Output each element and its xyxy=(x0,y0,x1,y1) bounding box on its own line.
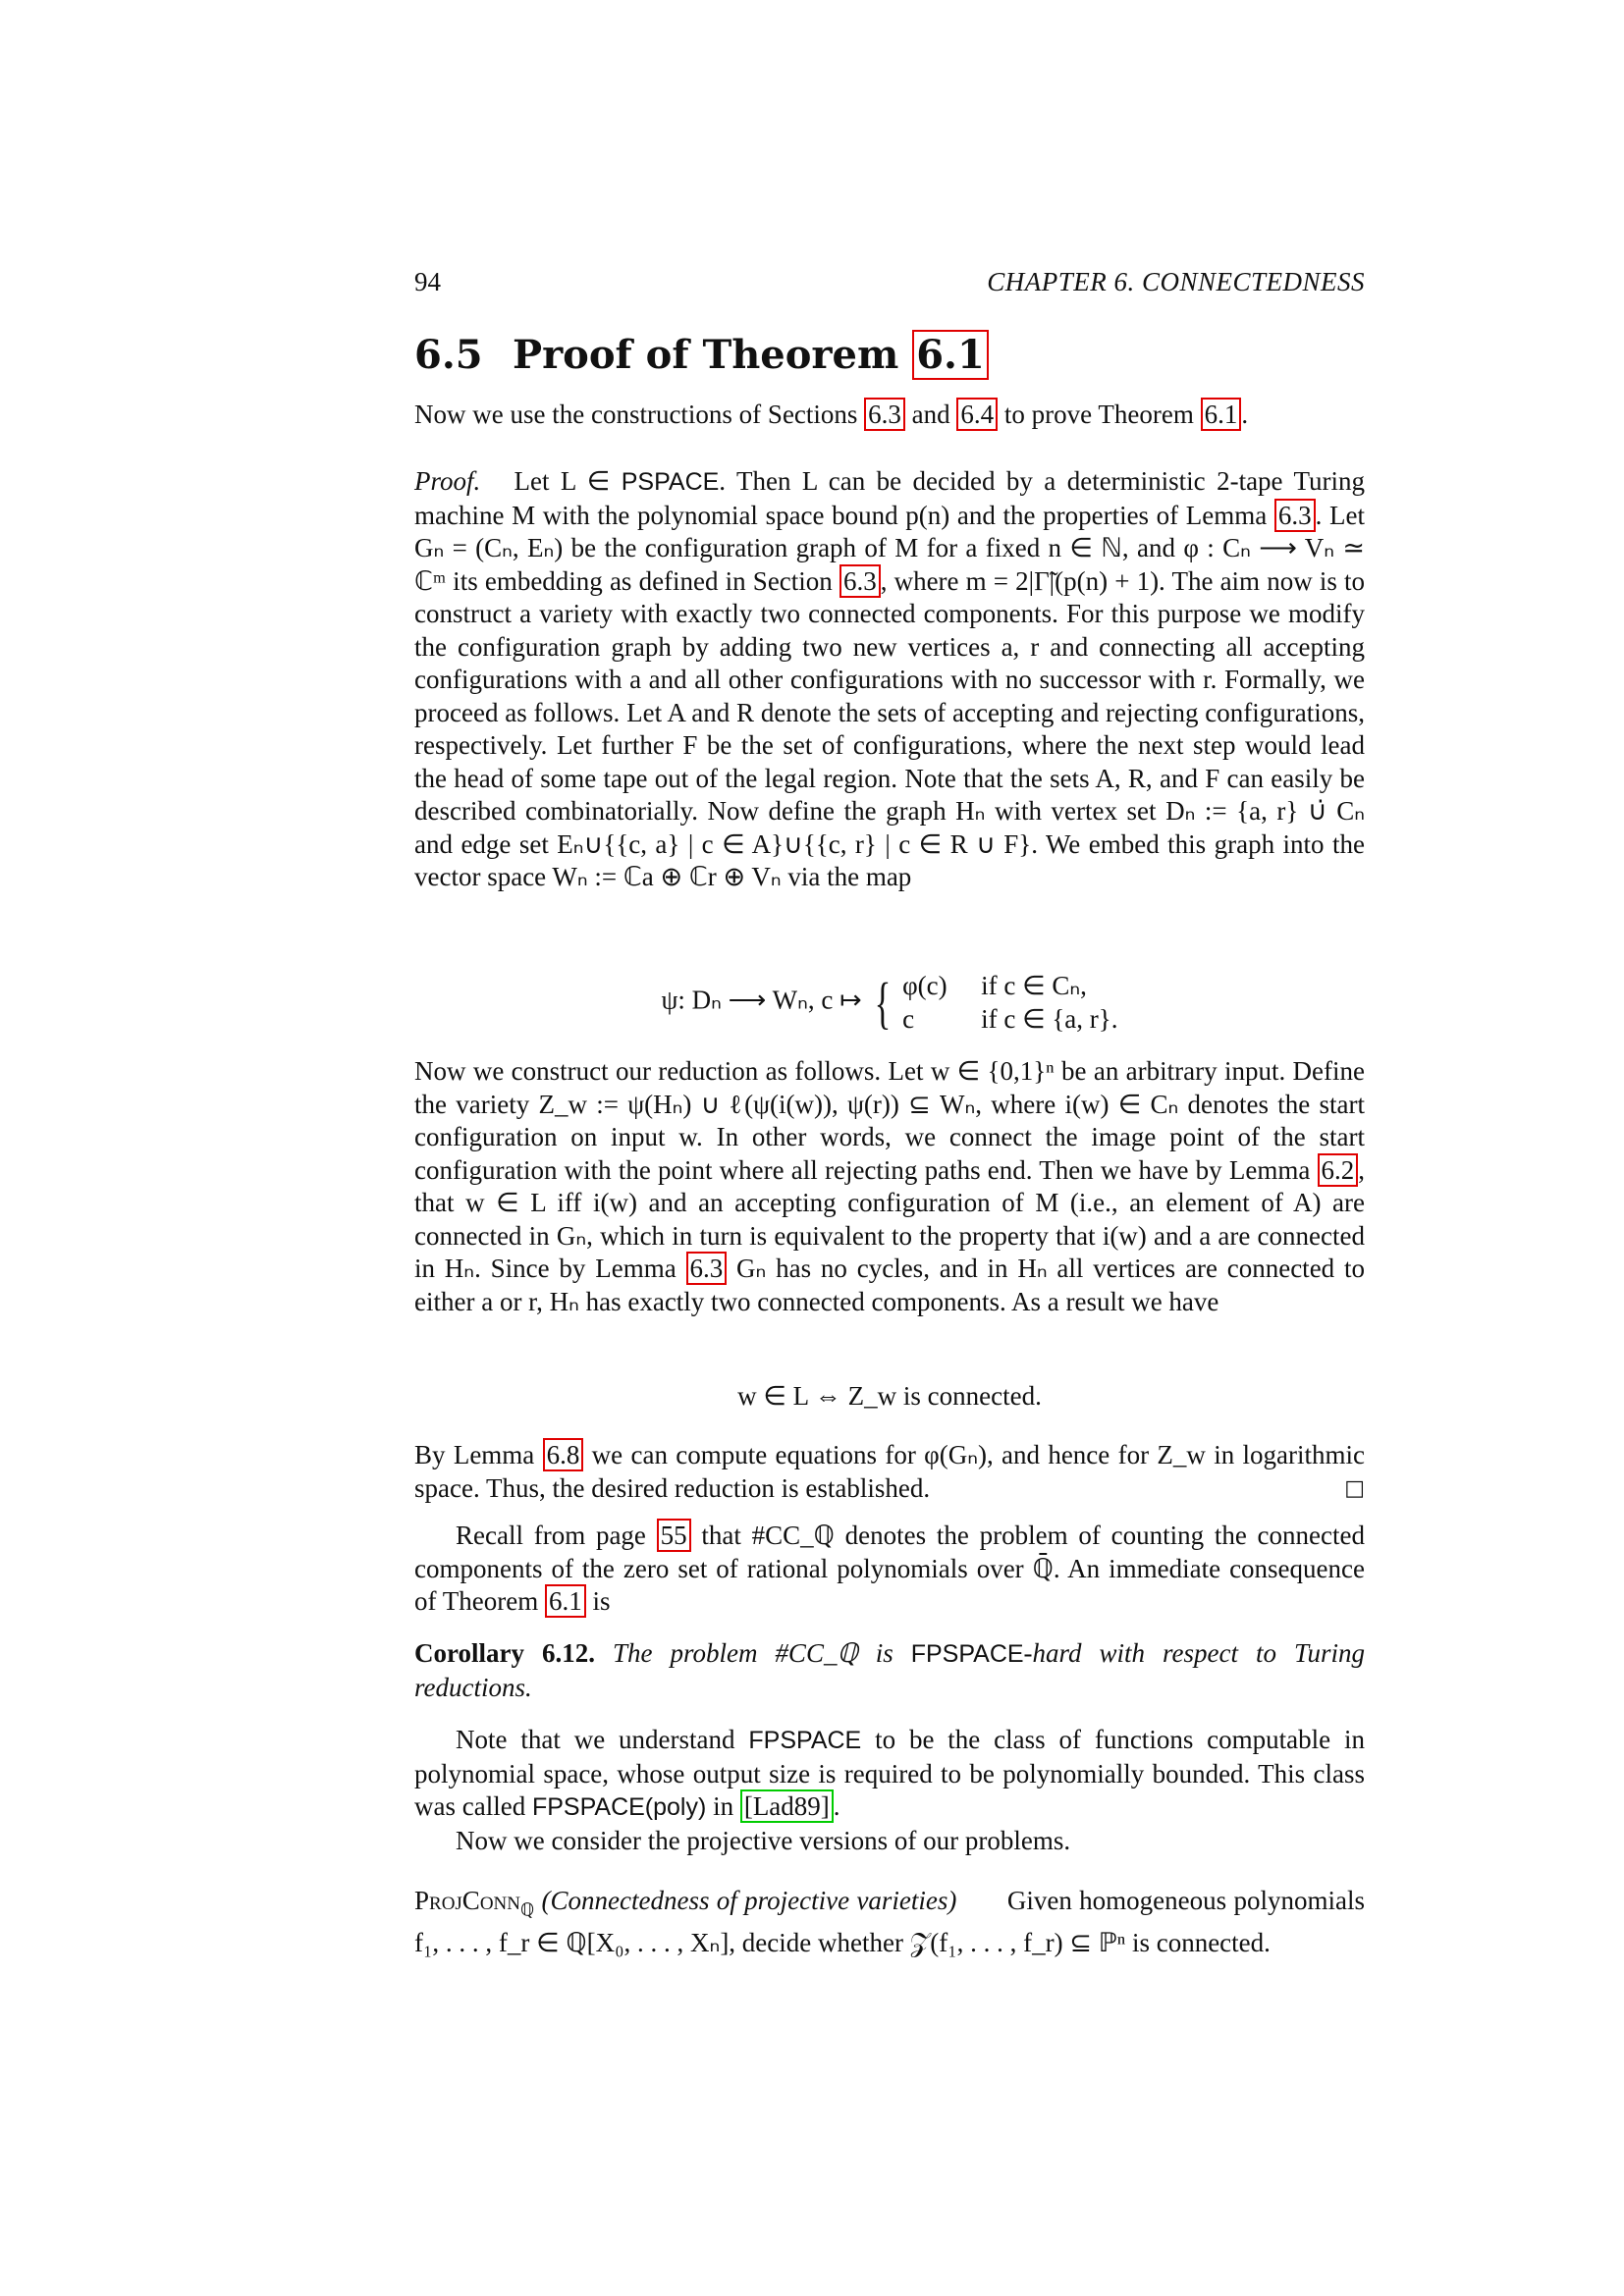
problem-name: ProjConn xyxy=(414,1886,520,1915)
map-lhs: ψ: Dₙ ⟶ Wₙ, c ↦ xyxy=(661,985,862,1015)
projective-intro: Now we consider the projective versions of our problems. xyxy=(456,1825,1071,1855)
section-number: 6.5 xyxy=(414,332,483,378)
section-title: Proof of Theorem xyxy=(513,332,913,378)
closing-text-1: By Lemma xyxy=(414,1440,543,1469)
note-text-1: Note that we understand xyxy=(456,1725,749,1754)
reduction-text-2: , that w ∈ L iff i(w) and an accepting configuration of M (i.e., an element of A) are connected in Gₙ, which in turn is equivalent to the property that i(w) and a are connected in Hₙ. Since by Lemma xyxy=(414,1154,1365,1283)
equivalence-display: w ∈ L ⇔ Z_w is connected. xyxy=(737,1381,1042,1411)
proof-text-4: , where m = 2|Γ̃|(p(n) + 1). The aim now is to construct a variety with exactly two connected components. For this purpose we modify the configuration graph by adding two new vertices a, r and connecting all accepting configurations with a and all other configurations with no successor with r. Formally, we proceed as follows. Let A and R denote the sets of accepting and rejecting configurations, respectively. Let further F be the set of configurations, where the next step would lead the head of some tape out of the legal region. Note that the sets A, R, and F can easily be described combinatorially. Now define the graph Hₙ with vertex set Dₙ := {a, r} ∪̇ Cₙ and edge set Eₙ∪{{c, a} | c ∈ A}∪{{c, r} | c ∈ R ∪ F}. We embed this graph into the vector space Wₙ := ℂa ⊕ ℂr ⊕ Vₙ via the map xyxy=(414,565,1365,891)
problem-definition xyxy=(414,1885,1365,1959)
recall-text-1: Recall from page xyxy=(456,1521,657,1550)
section-link-6-3b[interactable]: 6.3 xyxy=(839,564,881,598)
lemma-link-6-3[interactable]: 6.3 xyxy=(1274,499,1316,532)
intro-paragraph xyxy=(414,399,1365,432)
intro-text-4: . xyxy=(1241,400,1249,429)
fpspace-label-2: FPSPACE xyxy=(748,1727,862,1754)
reduction-paragraph xyxy=(414,1055,1365,1318)
closing-paragraph xyxy=(414,1439,1365,1505)
problem-subscript: ℚ xyxy=(519,1899,535,1920)
fpspace-poly-label: FPSPACE(poly) xyxy=(531,1793,707,1821)
case-brace: { xyxy=(874,970,891,1035)
recall-text-2: that #CC_ℚ denotes the problem of counting the connected components of the zero set of rational polynomials over ℚ̄. An immediate consequence of Theorem xyxy=(414,1521,1365,1616)
theorem-link[interactable]: 6.1 xyxy=(912,330,989,380)
proof-text-1: Let L ∈ xyxy=(514,466,622,496)
reduction-text-3: Gₙ has no cycles, and in Hₙ all vertices are connected to either a or r, Hₙ has exactly two connected components. As a result we have xyxy=(414,1254,1365,1316)
case1-value: φ(c) xyxy=(902,971,947,1000)
case2-value: c xyxy=(902,1003,915,1034)
cases-block xyxy=(902,970,1117,1036)
section-link-6-3[interactable]: 6.3 xyxy=(864,398,905,431)
note-text-4: . xyxy=(833,1791,840,1821)
qed-symbol: □ xyxy=(1344,1475,1365,1501)
pspace-label: PSPACE xyxy=(621,468,720,496)
section-heading xyxy=(414,332,989,378)
corollary-text-2: -hard with respect to Turing reductions. xyxy=(414,1638,1366,1702)
problem-text: Given homogeneous polynomials f₁, . . . , f_r ∈ ℚ[X₀, . . . , Xₙ], decide whether 𝒵(f₁, . . . , f_r) ⊆ ℙⁿ is connected. xyxy=(414,1886,1365,1957)
proof-text-3: . Let Gₙ = (Cₙ, Eₙ) be the configuration graph of M for a fixed n ∈ ℕ, and φ : Cₙ ⟶ Vₙ ≃ ℂᵐ its embedding as defined in Section xyxy=(414,500,1365,596)
lemma-link-6-3b[interactable]: 6.3 xyxy=(686,1252,728,1285)
theorem-link-6-1[interactable]: 6.1 xyxy=(1201,398,1242,431)
recall-text-3: is xyxy=(585,1586,611,1616)
map-display xyxy=(414,970,1365,1036)
case1-condition: if c ∈ Cₙ, xyxy=(981,971,1087,1000)
intro-text-1: Now we use the constructions of Sections xyxy=(414,400,865,429)
lemma-link-6-8[interactable]: 6.8 xyxy=(543,1438,584,1471)
corollary-label: Corollary 6.12. xyxy=(414,1638,595,1668)
page-link-55[interactable]: 55 xyxy=(657,1519,691,1552)
proof-paragraph xyxy=(414,465,1365,894)
theorem-link-6-1b[interactable]: 6.1 xyxy=(545,1584,586,1618)
problem-title: (Connectedness of projective varieties) xyxy=(534,1886,957,1915)
corollary-text-1: The problem #CC_ℚ is xyxy=(594,1638,911,1668)
corollary-block xyxy=(414,1637,1365,1704)
case2-condition: if c ∈ {a, r}. xyxy=(981,1003,1118,1034)
citation-lad89[interactable]: [Lad89] xyxy=(740,1789,834,1823)
lemma-link-6-2[interactable]: 6.2 xyxy=(1318,1153,1359,1187)
intro-text-2: and xyxy=(904,400,957,429)
proof-text-2: . Then L can be decided by a deterministic 2-tape Turing machine M with the polynomial space bound p(n) and the properties of Lemma xyxy=(414,466,1365,530)
running-header xyxy=(414,267,1365,306)
reduction-text-1: Now we construct our reduction as follows. Let w ∈ {0,1}ⁿ be an arbitrary input. Define the variety Z_w := ψ(Hₙ) ∪ ℓ(ψ(i(w)), ψ(r)) ⊆ Wₙ, where i(w) ∈ Cₙ denotes the start configuration on input w. In other words, we connect the image point of the start configuration with the point where all rejecting paths end. Then we have by Lemma xyxy=(414,1056,1365,1185)
fpspace-label: FPSPACE xyxy=(910,1640,1024,1668)
proof-label: Proof. xyxy=(414,466,481,496)
page-number: 94 xyxy=(414,267,441,296)
recall-paragraph xyxy=(414,1520,1365,1619)
note-paragraph xyxy=(414,1724,1365,1857)
note-text-2: to be the class of functions computable in polynomial space, whose output size is required to be polynomially bounded. This class was called xyxy=(414,1725,1366,1821)
chapter-title: CHAPTER 6. CONNECTEDNESS xyxy=(987,267,1365,296)
closing-text-2: we can compute equations for φ(Gₙ), and hence for Z_w in logarithmic space. Thus, the desired reduction is established. xyxy=(414,1440,1365,1503)
section-link-6-4[interactable]: 6.4 xyxy=(956,398,998,431)
note-text-3: in xyxy=(706,1791,740,1821)
intro-text-3: to prove Theorem xyxy=(998,400,1201,429)
